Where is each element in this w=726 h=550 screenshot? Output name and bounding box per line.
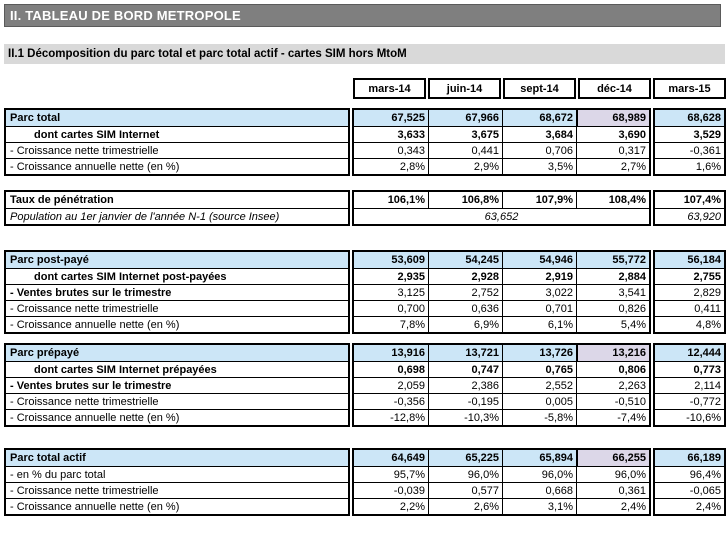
data-cell: -0,039 [393, 484, 425, 497]
data-cell: 68,672 [502, 110, 576, 126]
data-cell: 66,189 [687, 452, 721, 464]
data-cell: 0,411 [694, 302, 721, 315]
data-cell-merged: 63,652 [484, 210, 519, 223]
subsection-title: II.1 Décomposition du parc total et parc total actif - cartes SIM hors MtoM [8, 48, 407, 60]
row-label: dont cartes SIM Internet [34, 128, 160, 141]
column-header: mars-14 [353, 78, 426, 99]
parc-total-actif-labels [4, 448, 350, 516]
data-cell: 2,935 [397, 270, 425, 283]
data-cell: -0,065 [689, 484, 721, 497]
data-cell: 0,765 [502, 362, 576, 377]
parc-post-paye-values [352, 250, 651, 334]
data-cell: 106,1% [387, 194, 425, 206]
taux-penetration-labels [4, 190, 350, 226]
data-cell: -10,6% [686, 411, 721, 424]
parc-total-actif-values [352, 448, 651, 516]
data-cell: 0,668 [502, 483, 576, 498]
data-cell: 67,525 [391, 112, 425, 124]
data-cell: 106,8% [428, 192, 502, 208]
data-cell: 0,317 [576, 143, 649, 158]
parc-post-paye-block [4, 250, 726, 334]
data-cell: 2,9% [428, 159, 502, 174]
taux-penetration-values [352, 190, 651, 226]
data-cell: 96,0% [428, 467, 502, 482]
data-cell: 2,6% [428, 499, 502, 514]
data-cell: 107,4% [683, 194, 721, 206]
data-cell: 2,4% [695, 500, 721, 513]
data-cell: 3,690 [576, 127, 649, 142]
parc-post-paye-labels [4, 250, 350, 334]
row-label: dont cartes SIM Internet post-payées [34, 270, 227, 283]
data-cell: 3,5% [502, 159, 576, 174]
row-label: - Ventes brutes sur le trimestre [10, 286, 172, 299]
data-cell: 13,721 [428, 345, 502, 361]
data-cell: 0,361 [576, 483, 649, 498]
data-cell: 3,529 [693, 128, 721, 141]
data-cell-highlighted: 13,216 [576, 345, 649, 361]
data-cell: 54,245 [428, 252, 502, 268]
parc-post-paye-last-quarter [653, 250, 726, 334]
row-label: - Croissance annuelle nette (en %) [10, 500, 180, 513]
data-cell: 63,920 [687, 210, 721, 223]
taux-penetration-block [4, 190, 726, 226]
data-cell: 6,9% [428, 317, 502, 332]
data-cell: 6,1% [502, 317, 576, 332]
data-cell: 2,755 [693, 270, 721, 283]
data-cell: 2,114 [694, 379, 721, 392]
data-cell: 108,4% [576, 192, 649, 208]
column-header: mars-15 [653, 78, 726, 99]
data-cell: -0,772 [689, 395, 721, 408]
data-cell: 13,916 [391, 347, 425, 359]
data-cell: 2,884 [576, 269, 649, 284]
row-label: - Ventes brutes sur le trimestre [10, 379, 172, 392]
row-label: - Croissance annuelle nette (en %) [10, 318, 180, 331]
data-cell: 56,184 [687, 254, 721, 266]
data-cell: -12,8% [390, 411, 425, 424]
data-cell: -7,4% [576, 410, 649, 425]
data-cell: 2,386 [428, 378, 502, 393]
row-label: Parc prépayé [10, 347, 80, 359]
data-cell: 2,928 [428, 269, 502, 284]
data-cell: 65,225 [428, 450, 502, 466]
row-label: Parc post-payé [10, 254, 89, 266]
data-cell-highlighted: 68,989 [576, 110, 649, 126]
taux-penetration-last-quarter [653, 190, 726, 226]
data-cell: 2,263 [576, 378, 649, 393]
data-cell: 54,946 [502, 252, 576, 268]
row-label: Population au 1er janvier de l'année N-1 (source Insee) [10, 210, 280, 223]
data-cell: -5,8% [502, 410, 576, 425]
row-label: - en % du parc total [10, 468, 106, 481]
parc-total-values [352, 108, 651, 176]
section-title-bar [4, 4, 721, 27]
parc-total-labels [4, 108, 350, 176]
data-cell: 1,6% [695, 160, 721, 173]
parc-total-block [4, 108, 726, 176]
data-cell: 95,7% [393, 468, 425, 481]
parc-prepaye-last-quarter [653, 343, 726, 427]
parc-prepaye-labels [4, 343, 350, 427]
column-headers [353, 78, 726, 99]
data-cell: 53,609 [391, 254, 425, 266]
data-cell: 96,0% [576, 467, 649, 482]
data-cell: 0,441 [428, 143, 502, 158]
parc-total-actif-last-quarter [653, 448, 726, 516]
data-cell: 0,700 [397, 302, 425, 315]
data-cell: 0,343 [397, 144, 425, 157]
data-cell: 2,552 [502, 378, 576, 393]
data-cell-highlighted: 66,255 [576, 450, 649, 466]
row-label: - Croissance annuelle nette (en %) [10, 160, 180, 173]
data-cell: 0,806 [576, 362, 649, 377]
data-cell: 7,8% [399, 318, 425, 331]
data-cell: 67,966 [428, 110, 502, 126]
row-label: - Croissance nette trimestrielle [10, 302, 159, 315]
data-cell: 0,747 [428, 362, 502, 377]
parc-total-last-quarter [653, 108, 726, 176]
data-cell: 0,698 [397, 363, 425, 376]
data-cell: 2,2% [399, 500, 425, 513]
column-header: déc-14 [578, 78, 651, 99]
data-cell: -0,361 [689, 144, 721, 157]
data-cell: 68,628 [687, 112, 721, 124]
column-header: juin-14 [428, 78, 501, 99]
data-cell: 3,633 [397, 128, 425, 141]
data-cell: 0,773 [693, 363, 721, 376]
row-label: - Croissance annuelle nette (en %) [10, 411, 180, 424]
row-label: dont cartes SIM Internet prépayées [34, 363, 217, 376]
data-cell: 96,4% [689, 468, 721, 481]
data-cell: 2,829 [693, 286, 721, 299]
row-label: Parc total [10, 112, 61, 124]
data-cell: 2,4% [576, 499, 649, 514]
data-cell: 0,005 [502, 394, 576, 409]
data-cell: 2,059 [397, 379, 425, 392]
data-cell: 0,636 [428, 301, 502, 316]
data-cell: 2,919 [502, 269, 576, 284]
data-cell: 3,675 [428, 127, 502, 142]
data-cell: 107,9% [502, 192, 576, 208]
subsection-title-bar [4, 44, 725, 64]
data-cell: 65,894 [502, 450, 576, 466]
section-title: II. TABLEAU DE BORD METROPOLE [10, 8, 241, 23]
data-cell: 3,022 [502, 285, 576, 300]
row-label: Taux de pénétration [10, 194, 114, 206]
data-cell: 2,7% [576, 159, 649, 174]
data-cell: 2,8% [399, 160, 425, 173]
parc-prepaye-block [4, 343, 726, 427]
data-cell: 0,701 [502, 301, 576, 316]
data-cell: 0,706 [502, 143, 576, 158]
row-label: - Croissance nette trimestrielle [10, 144, 159, 157]
data-cell: 12,444 [687, 347, 721, 359]
column-header: sept-14 [503, 78, 576, 99]
data-cell: 55,772 [576, 252, 649, 268]
data-cell: -10,3% [428, 410, 502, 425]
data-cell: 96,0% [502, 467, 576, 482]
data-cell: 0,826 [576, 301, 649, 316]
data-cell: 13,726 [502, 345, 576, 361]
data-cell: -0,510 [576, 394, 649, 409]
data-cell: -0,356 [393, 395, 425, 408]
data-cell: 2,752 [428, 285, 502, 300]
row-label: Parc total actif [10, 452, 86, 464]
data-cell: -0,195 [428, 394, 502, 409]
row-label: - Croissance nette trimestrielle [10, 395, 159, 408]
data-cell: 5,4% [576, 317, 649, 332]
data-cell: 64,649 [391, 452, 425, 464]
parc-total-actif-block [4, 448, 726, 516]
data-cell: 0,577 [428, 483, 502, 498]
data-cell: 3,1% [502, 499, 576, 514]
data-cell: 3,684 [502, 127, 576, 142]
row-label: - Croissance nette trimestrielle [10, 484, 159, 497]
parc-prepaye-values [352, 343, 651, 427]
data-cell: 3,125 [397, 286, 425, 299]
data-cell: 3,541 [576, 285, 649, 300]
data-cell: 4,8% [695, 318, 721, 331]
